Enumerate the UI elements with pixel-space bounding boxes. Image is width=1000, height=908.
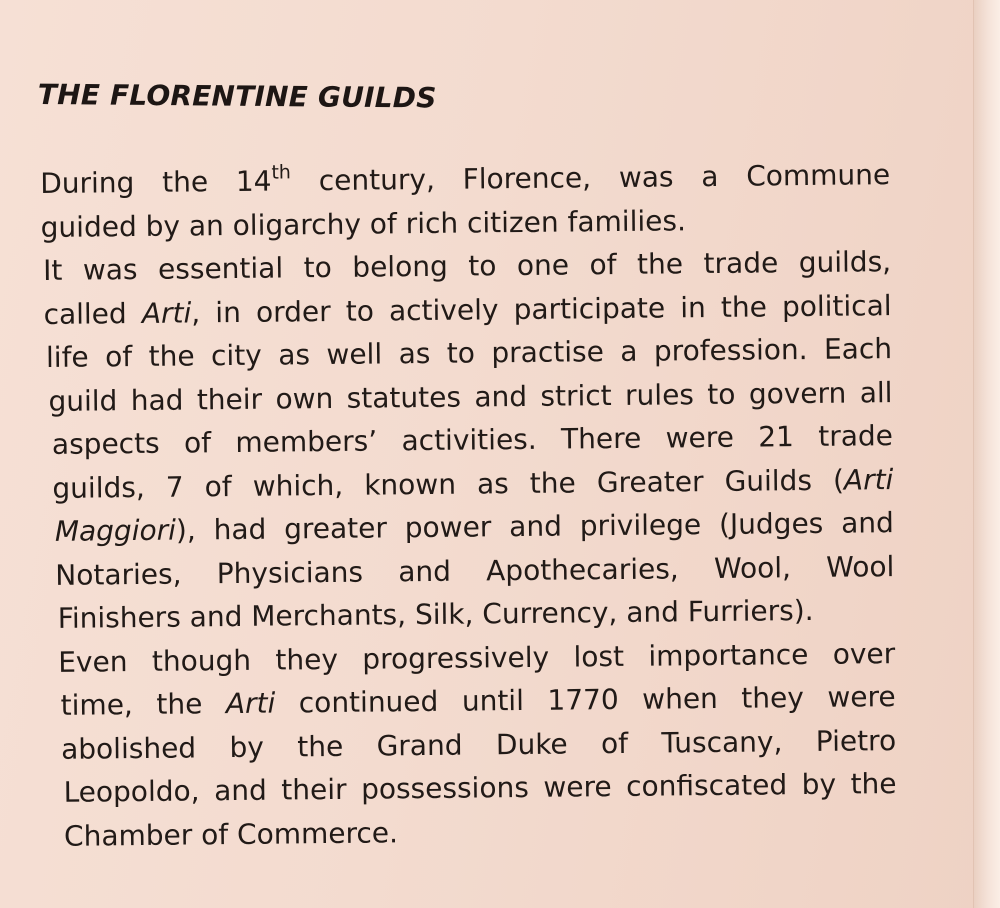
text-run: During the 14	[40, 164, 272, 200]
sign-body-text	[40, 153, 897, 858]
text-run: life of the city as well as to practise a profession. Each	[45, 332, 893, 374]
text-run: , in order to actively participate in the political	[191, 288, 892, 329]
italic-text: Maggiori	[54, 513, 177, 548]
text-run: ), had greater power and privilege (Judges and	[175, 506, 894, 547]
text-line	[47, 806, 897, 858]
text-run: guilds, 7 of which, known as the Greater Guilds (	[52, 463, 845, 505]
text-run: abolished by the Grand Duke of Tuscany, Pietro	[60, 723, 897, 766]
text-run: Finishers and Merchants, Silk, Currency, and Furriers).	[57, 593, 814, 635]
superscript-text: th	[271, 161, 292, 184]
text-line	[46, 762, 896, 814]
text-run: aspects of members’ activities. There were 21 trade	[51, 419, 894, 461]
text-line	[40, 153, 890, 205]
text-run: century, Florence, was a Commune	[290, 158, 891, 198]
text-run: time, the	[60, 687, 227, 722]
text-run: continued until 1770 when they were	[275, 680, 896, 720]
text-run: It was essential to belong to one of the trade guilds,	[42, 245, 892, 287]
text-run: guild had their own statutes and strict rules to govern all	[48, 375, 893, 418]
text-run: Chamber of Commerce.	[63, 815, 399, 853]
italic-text: Arti	[141, 295, 192, 330]
text-run: Notaries, Physicians and Apothecaries, Wool, Wool	[55, 549, 895, 592]
sign-title: THE FLORENTINE GUILDS	[37, 78, 437, 115]
text-run: guided by an oligarchy of rich citizen families.	[40, 203, 687, 244]
panel-edge	[973, 0, 1000, 908]
italic-text: Arti	[843, 462, 894, 497]
text-run: Even though they progressively lost importance over	[58, 636, 896, 679]
text-run: called	[43, 296, 143, 331]
text-run: Leopoldo, and their possessions were confiscated by the	[63, 767, 897, 809]
italic-text: Arti	[225, 686, 276, 721]
